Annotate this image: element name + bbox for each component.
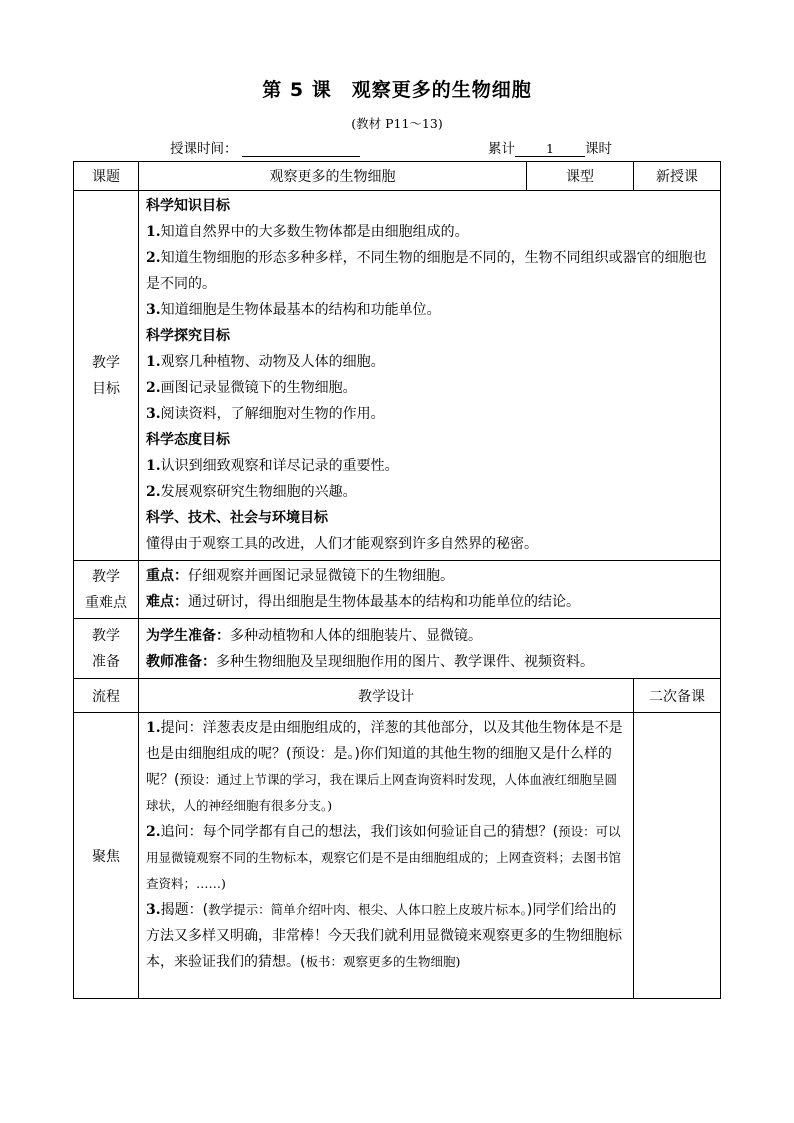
flow-header-row [74,679,721,713]
focus-content [139,713,634,999]
goals-label-line2: 目标 [92,380,120,397]
teacher-prep: 教师准备：多种生物细胞及呈现细胞作用的图片、教学课件、视频资料。 [146,654,594,670]
keypoints-row [74,561,721,619]
cumulative-unit: 课时 [585,141,612,157]
cumulative-value: 1 [515,141,585,157]
inquiry-goal-title: 科学探究目标 [146,328,230,344]
keypoints-label-line1: 教学 [92,568,120,585]
lesson-meta [170,137,630,157]
prep-label [74,619,139,679]
keypoints-content [139,561,721,619]
teaching-time-blank [242,142,360,157]
focus-paragraph-3: 3.揭题：(教学提示：简单介绍叶肉、根尖、人体口腔上皮玻片标本。)同学们给出的方法又多样又明确，非常棒！今天我们就利用显微镜来观察更多的生物细胞标本，来验证我们的猜想。(板书：观察更多的生物细胞) [146,902,622,970]
keypoints-label-line2: 重难点 [85,594,127,611]
keypoints-label [74,561,139,619]
prep-row [74,619,721,679]
topic-row [74,162,721,191]
attitude-goal-item: 1.认识到细致观察和详尽记录的重要性。 [146,458,399,474]
focus-row [74,713,721,999]
prep-label-line1: 教学 [92,627,120,644]
difficult-point: 难点：通过研讨，得出细胞是生物体最基本的结构和功能单位的结论。 [146,594,580,610]
type-value: 新授课 [634,162,721,191]
inquiry-goal-item: 2.画图记录显微镜下的生物细胞。 [146,380,357,396]
textbook-pages: (教材 P11～13) [351,116,443,131]
lesson-plan-table [73,161,721,999]
goals-content [139,191,721,561]
inquiry-goal-item: 1.观察几种植物、动物及人体的细胞。 [146,354,385,370]
focus-label: 聚焦 [74,713,139,999]
knowledge-goal-item: 2.知道生物细胞的形态多种多样，不同生物的细胞是不同的，生物不同组织或器官的细胞也是不同的。 [146,250,707,292]
goals-label [74,191,139,561]
design-header: 教学设计 [139,679,634,713]
student-prep: 为学生准备：多种动植物和人体的细胞装片、显微镜。 [146,628,482,644]
stse-goal-title: 科学、技术、社会与环境目标 [146,510,328,526]
goals-row [74,191,721,561]
prep-label-line2: 准备 [92,653,120,670]
stse-goal-text: 懂得由于观察工具的改进，人们才能观察到许多自然界的秘密。 [146,536,538,552]
page-title: 第 5 课 观察更多的生物细胞 [262,79,532,101]
secondary-notes-cell[interactable] [634,713,721,999]
knowledge-goal-item: 3.知道细胞是生物体最基本的结构和功能单位。 [146,302,441,318]
prep-content [139,619,721,679]
topic-value: 观察更多的生物细胞 [139,162,527,191]
topic-label: 课题 [74,162,139,191]
attitude-goal-title: 科学态度目标 [146,432,230,448]
goals-label-line1: 教学 [92,354,120,371]
process-header: 流程 [74,679,139,713]
teaching-time-label: 授课时间： [170,141,238,157]
focus-paragraph-2: 2.追问：每个同学都有自己的想法，我们该如何验证自己的猜想？(预设：可以用显微镜观察不同的生物标本，观察它们是不是由细胞组成的；上网查资料；去图书馆查资料；……) [146,824,622,891]
knowledge-goal-item: 1.知道自然界中的大多数生物体都是由细胞组成的。 [146,224,469,240]
cumulative-hours [488,137,612,157]
focus-paragraph-1: 1.提问：洋葱表皮是由细胞组成的，洋葱的其他部分，以及其他生物体是不是也是由细胞组成的呢？(预设：是。)你们知道的其他生物的细胞又是什么样的呢？(预设：通过上节课的学习，我在课后上网查询资料时发现，人体血液红细胞呈圆球状，人的神经细胞有很多分支。) [146,720,623,813]
cumulative-label: 累计 [488,141,515,157]
knowledge-goal-title: 科学知识目标 [146,198,230,214]
attitude-goal-item: 2.发展观察研究生物细胞的兴趣。 [146,484,357,500]
key-point: 重点：仔细观察并画图记录显微镜下的生物细胞。 [146,568,454,584]
inquiry-goal-item: 3.阅读资料，了解细胞对生物的作用。 [146,406,385,422]
secondary-header: 二次备课 [634,679,721,713]
teaching-time [170,137,360,157]
type-label: 课型 [527,162,634,191]
